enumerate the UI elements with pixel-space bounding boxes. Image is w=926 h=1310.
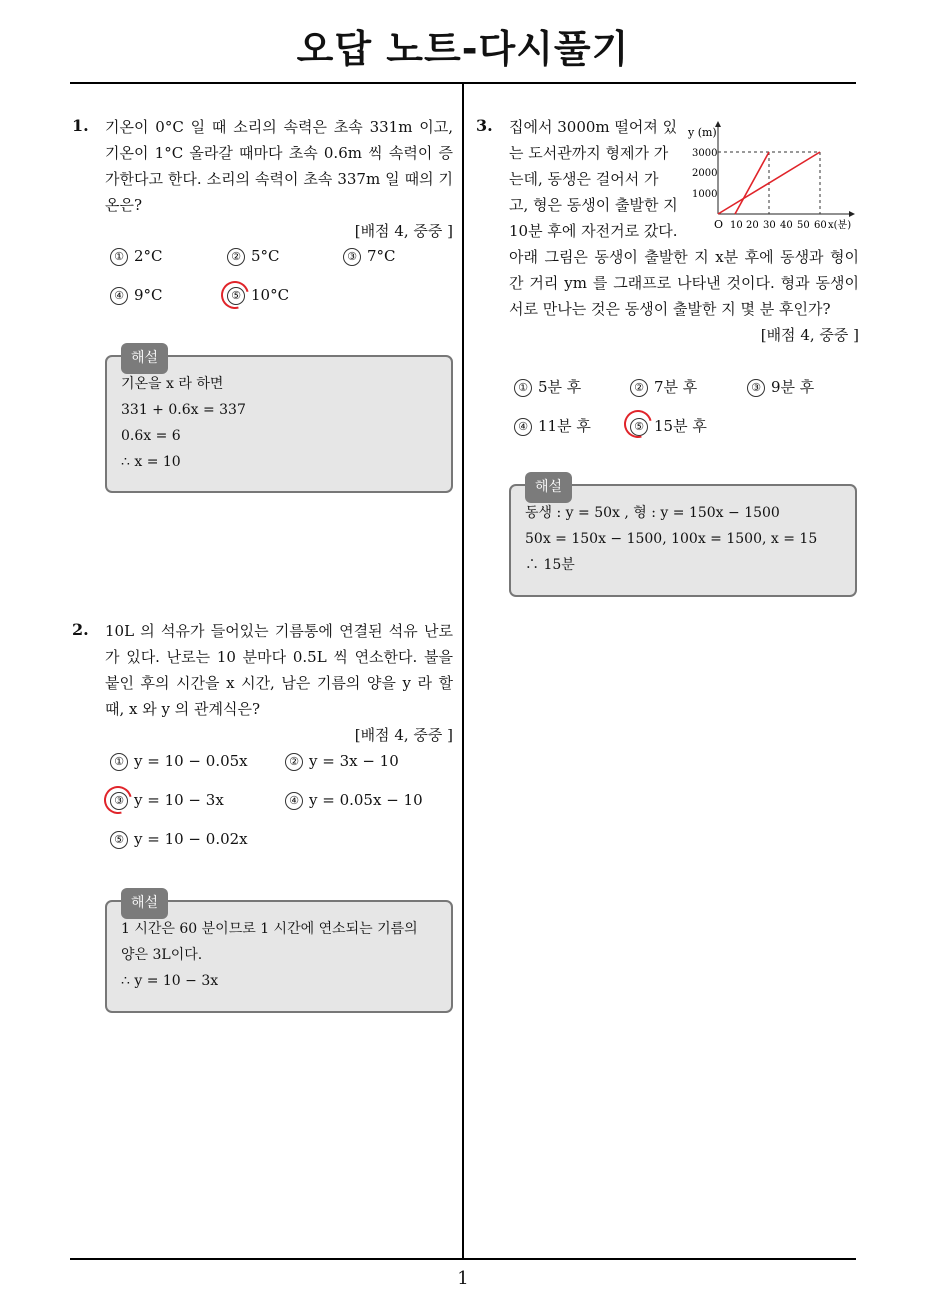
solution-line: 기온을 x 라 하면 <box>121 376 224 392</box>
question-text: 아래 그림은 동생이 출발한 지 x분 후에 동생과 형이 간 거리 ym 를 그래프로 나타낸 것이다. 형과 동생이 서로 만나는 것은 동생이 출발한 지 몇 분 후인가? <box>509 248 859 318</box>
page-title: 오답 노트-다시풀기 <box>296 27 630 71</box>
choice-text: y = 10 − 0.05x <box>134 752 248 770</box>
solution-tag: 해설 <box>525 472 572 503</box>
choice-number: ③ <box>343 248 361 266</box>
question-meta: [배점 4, 중중 ] <box>760 326 859 344</box>
question-body <box>105 114 453 244</box>
solution-line: ∴ x = 10 <box>121 454 181 470</box>
choice-4[interactable] <box>110 286 163 305</box>
solution-line: 0.6x = 6 <box>121 428 181 444</box>
choice-2[interactable] <box>285 752 399 771</box>
choice-5[interactable] <box>110 830 248 849</box>
choice-number: ① <box>110 248 128 266</box>
choice-number: ① <box>514 379 532 397</box>
y-tick-label: 3000 <box>692 148 718 159</box>
x-tick-label: 50 <box>797 220 810 231</box>
question-meta: [배점 4, 중중 ] <box>354 726 453 744</box>
choice-number: ⑤ <box>630 418 648 436</box>
choice-3[interactable] <box>110 791 224 810</box>
x-tick-label: 30 <box>763 220 776 231</box>
choice-text: 9분 후 <box>771 378 815 396</box>
solution-line: 동생 : y = 50x , 형 : y = 150x − 1500 <box>525 505 780 521</box>
choice-text: y = 3x − 10 <box>309 752 399 770</box>
question-text-line: 고, 형은 동생이 출발한 지 <box>509 196 678 214</box>
page-number: 1 <box>457 1268 469 1289</box>
choice-number: ⑤ <box>227 287 245 305</box>
question-body <box>105 618 453 748</box>
solution-line: 331 + 0.6x = 337 <box>121 402 246 418</box>
answer-mark-icon <box>216 276 254 314</box>
x-axis-label: x(분) <box>828 220 852 231</box>
choice-text: 5분 후 <box>538 378 582 396</box>
choice-number: ① <box>110 753 128 771</box>
question-text: 기온이 0°C 일 때 소리의 속력은 초속 331m 이고, 기온이 1°C 올라갈 때마다 초속 0.6m 씩 속력이 증가한다고 한다. 소리의 속력이 초속 337m 일 때의 기온은? <box>105 118 453 214</box>
solution-box <box>509 479 857 597</box>
solution-box <box>105 895 453 1013</box>
choice-number: ⑤ <box>110 831 128 849</box>
choice-text: 9°C <box>134 286 163 304</box>
choice-text: 10°C <box>251 286 290 304</box>
choice-number: ④ <box>110 287 128 305</box>
question-text-line: 10분 후에 자전거로 갔다. <box>509 222 678 240</box>
choice-text: 7분 후 <box>654 378 698 396</box>
y-axis-label: y (m) <box>688 126 717 139</box>
choice-number: ④ <box>514 418 532 436</box>
question-text-line: 집에서 3000m 떨어져 있 <box>509 118 678 136</box>
solution-line: 1 시간은 60 분이므로 1 시간에 연소되는 기름의 <box>121 921 418 937</box>
choice-number: ③ <box>747 379 765 397</box>
solution-box <box>105 350 453 493</box>
answer-mark-icon <box>99 781 137 819</box>
choice-3[interactable] <box>343 247 396 266</box>
choice-4[interactable] <box>514 415 591 436</box>
solution-line: 50x = 150x − 1500, 100x = 1500, x = 15 <box>525 531 818 547</box>
distance-time-graph <box>684 120 860 232</box>
younger-brother-line <box>718 152 820 214</box>
choice-text: 2°C <box>134 247 163 265</box>
choice-number: ② <box>227 248 245 266</box>
choice-number: ② <box>285 753 303 771</box>
choice-text: 7°C <box>367 247 396 265</box>
choice-4[interactable] <box>285 791 423 810</box>
choice-number: ④ <box>285 792 303 810</box>
choice-2[interactable] <box>630 376 697 397</box>
question-text: 10L 의 석유가 들어있는 기름통에 연결된 석유 난로가 있다. 난로는 10 분마다 0.5L 씩 연소한다. 불을 붙인 후의 시간을 x 시간, 남은 기름의 양을 y 라 할 때, x 와 y 의 관계식은? <box>105 622 453 718</box>
answer-mark-icon <box>619 405 657 443</box>
choice-1[interactable] <box>110 752 248 771</box>
solution-line: 양은 3L이다. <box>121 947 203 963</box>
question-number: 3. <box>476 116 493 135</box>
solution-line: ∴ 15분 <box>525 557 575 573</box>
choice-text: y = 10 − 3x <box>134 791 224 809</box>
origin-label: O <box>714 218 724 231</box>
choice-3[interactable] <box>747 376 814 397</box>
y-tick-label: 1000 <box>692 189 718 200</box>
choice-text: y = 10 − 0.02x <box>134 830 248 848</box>
solution-tag: 해설 <box>121 343 168 374</box>
choice-number: ② <box>630 379 648 397</box>
question-text-line: 는 도서관까지 형제가 가 <box>509 144 669 162</box>
choice-text: 11분 후 <box>538 417 591 435</box>
choice-text: 15분 후 <box>654 417 707 435</box>
question-meta: [배점 4, 중중 ] <box>354 222 453 240</box>
solution-line: ∴ y = 10 − 3x <box>121 973 219 989</box>
choice-5[interactable] <box>227 286 289 305</box>
choice-2[interactable] <box>227 247 280 266</box>
question-number: 2. <box>72 620 89 639</box>
choice-1[interactable] <box>514 376 581 397</box>
bottom-rule <box>70 1258 856 1260</box>
older-brother-line <box>735 152 769 214</box>
question-text-line: 는데, 동생은 걸어서 가 <box>509 170 659 188</box>
x-tick-label: 20 <box>746 220 759 231</box>
choice-1[interactable] <box>110 247 163 266</box>
choice-number: ③ <box>110 792 128 810</box>
x-tick-label: 60 <box>814 220 827 231</box>
choice-text: 5°C <box>251 247 280 265</box>
column-divider <box>462 84 464 1260</box>
question-number: 1. <box>72 116 89 135</box>
y-tick-label: 2000 <box>692 168 718 179</box>
choice-text: y = 0.05x − 10 <box>309 791 423 809</box>
choice-5[interactable] <box>630 415 707 436</box>
x-tick-label: 40 <box>780 220 793 231</box>
solution-tag: 해설 <box>121 888 168 919</box>
x-tick-label: 10 <box>730 220 743 231</box>
